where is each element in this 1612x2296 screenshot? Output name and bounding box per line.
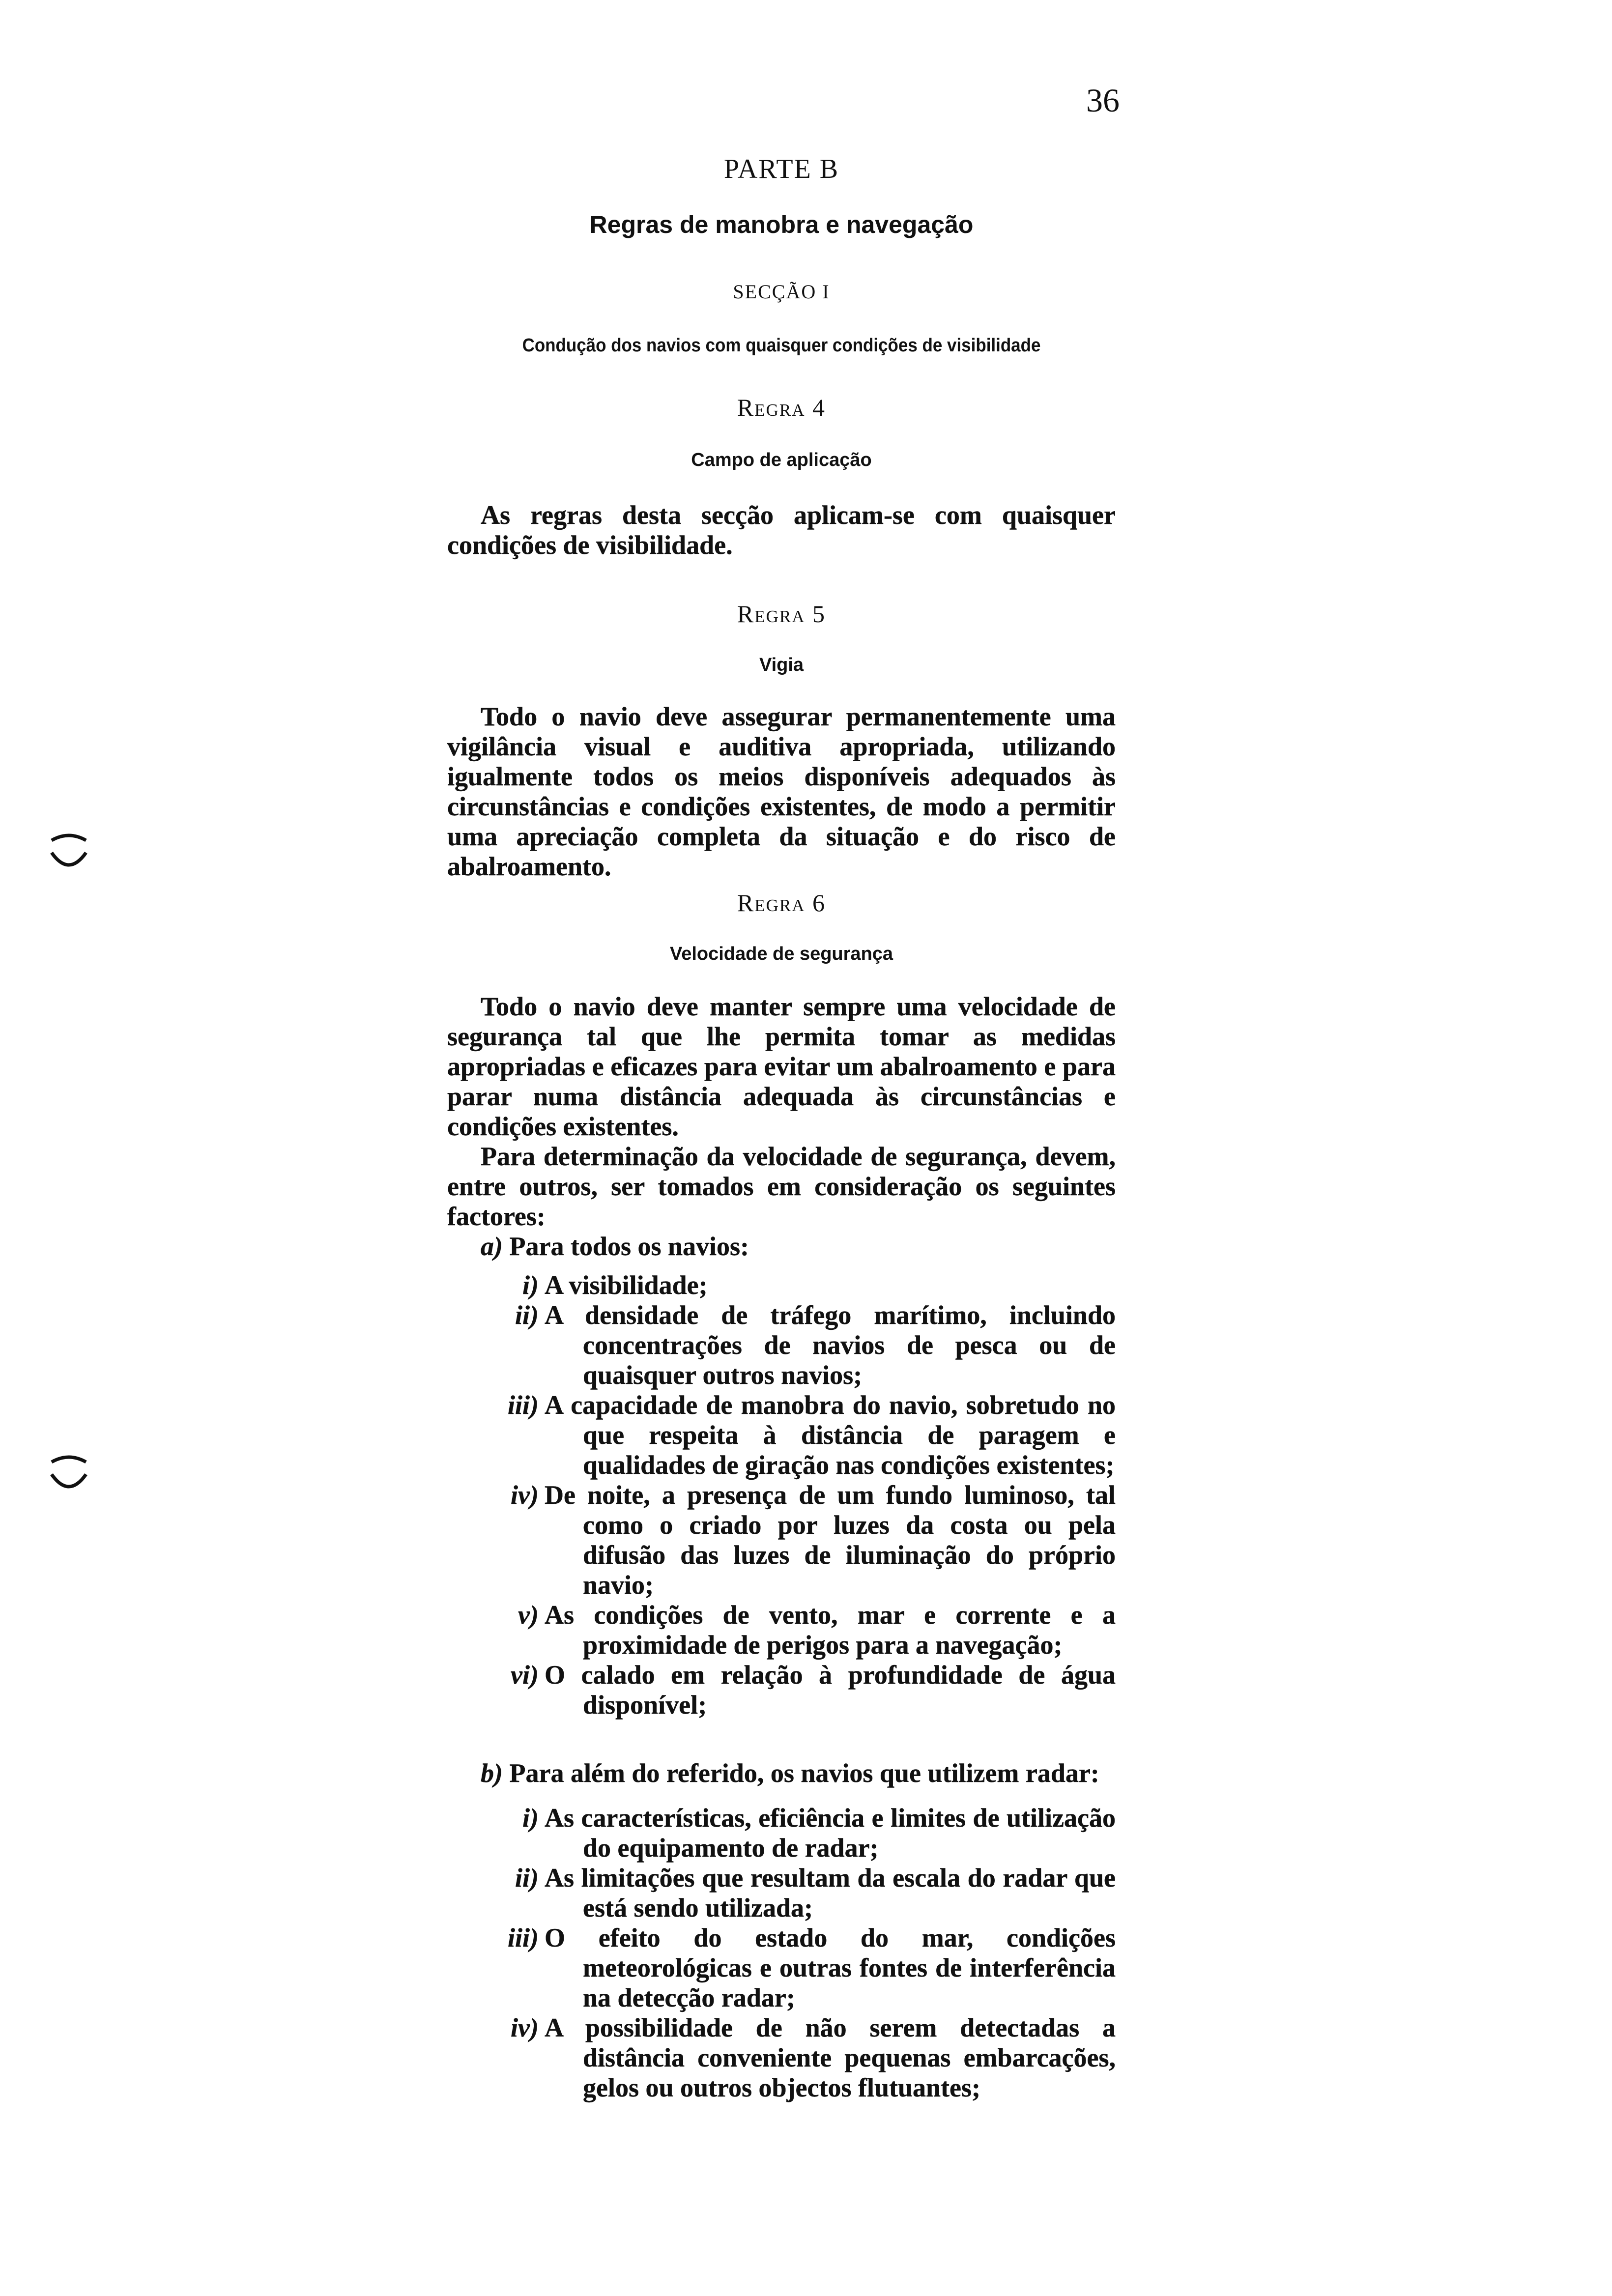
rule6-subtitle: Velocidade de segurança — [669, 944, 893, 964]
list-item-text: A visibilidade; — [545, 1270, 708, 1300]
list-item — [447, 1600, 1116, 1660]
list-b — [447, 1803, 1116, 2103]
part-title: PARTE B — [723, 154, 839, 184]
list-item — [447, 1480, 1116, 1600]
item-b: b) Para além do referido, os navios que utilizem radar: — [481, 1758, 1099, 1788]
list-item-text: A densidade de tráfego marítimo, incluindo concentrações de navios de pesca ou de quaisquer outros navios; — [545, 1300, 1116, 1390]
list-item-text: As características, eficiência e limites de utilização do equipamento de radar; — [545, 1803, 1116, 1863]
rule6-para2: Para determinação da velocidade de segurança, devem, entre outros, ser tomados em consideração os seguintes factores: — [447, 1142, 1116, 1231]
list-item-label: v) — [518, 1600, 539, 1630]
rule5-subtitle: Vigia — [759, 655, 804, 675]
section-subtitle: Condução dos navios com quaisquer condições de visibilidade — [522, 335, 1041, 356]
rule5-text: Todo o navio deve assegurar permanentemente uma vigilância visual e auditiva apropriada, utilizando igualmente todos os meios disponíveis adequados às circunstâncias e condições existentes, de modo a permitir uma apreciação completa da situação e do risco de abalroamento. — [447, 702, 1116, 881]
punch-hole-mark — [47, 1452, 91, 1496]
list-item — [447, 1660, 1116, 1720]
rule5-title: Regra 5 — [737, 600, 826, 628]
rule6-body — [447, 992, 1116, 2103]
list-item-label: iii) — [508, 1390, 539, 1420]
list-item — [447, 1923, 1116, 2013]
list-item — [447, 1390, 1116, 1480]
list-item — [447, 1300, 1116, 1390]
list-item-text: De noite, a presença de um fundo luminoso, tal como o criado por luzes da costa ou pela difusão das luzes de iluminação do próprio navio; — [545, 1480, 1116, 1600]
list-item-text: A possibilidade de não serem detectadas a distância conveniente pequenas embarcações, gelos ou outros objectos flutuantes; — [545, 2013, 1116, 2102]
rule6-para1: Todo o navio deve manter sempre uma velocidade de segurança tal que lhe permita tomar as medidas apropriadas e eficazes para evitar um abalroamento e para parar numa distância adequada às circunstâncias e condições existentes. — [447, 992, 1116, 1141]
list-item-label: i) — [522, 1803, 539, 1833]
punch-hole-mark — [47, 831, 91, 875]
part-subtitle: Regras de manobra e navegação — [589, 211, 974, 238]
list-item-text: A capacidade de manobra do navio, sobretudo no que respeita à distância de paragem e qualidades de giração nas condições existentes; — [545, 1390, 1116, 1480]
list-item-label: i) — [522, 1270, 539, 1300]
list-item-label: ii) — [515, 1300, 539, 1330]
list-item-text: O efeito do estado do mar, condições meteorológicas e outras fontes de interferência na detecção radar; — [545, 1923, 1116, 2012]
list-item-label: iii) — [508, 1923, 539, 1952]
list-item-label: iv) — [511, 2013, 539, 2042]
list-item — [447, 1270, 1116, 1300]
section-title: SECÇÃO I — [733, 281, 830, 303]
list-item — [447, 1863, 1116, 1923]
rule4-subtitle: Campo de aplicação — [691, 450, 872, 470]
list-item — [447, 2013, 1116, 2103]
list-item-text: O calado em relação à profundidade de água disponível; — [545, 1660, 1116, 1720]
list-item-text: As limitações que resultam da escala do radar que está sendo utilizada; — [545, 1863, 1116, 1923]
list-a — [447, 1270, 1116, 1720]
list-item-text: As condições de vento, mar e corrente e a proximidade de perigos para a navegação; — [545, 1600, 1116, 1660]
list-item — [447, 1803, 1116, 1863]
rule4-title: Regra 4 — [737, 394, 826, 421]
list-item-label: iv) — [511, 1480, 539, 1510]
rule4-text: As regras desta secção aplicam-se com quaisquer condições de visibilidade. — [447, 500, 1116, 560]
rule6-title: Regra 6 — [737, 889, 826, 917]
page-number: 36 — [1086, 82, 1120, 119]
list-item-label: vi) — [511, 1660, 539, 1690]
list-item-label: ii) — [515, 1863, 539, 1893]
item-a: a) Para todos os navios: — [481, 1232, 749, 1261]
